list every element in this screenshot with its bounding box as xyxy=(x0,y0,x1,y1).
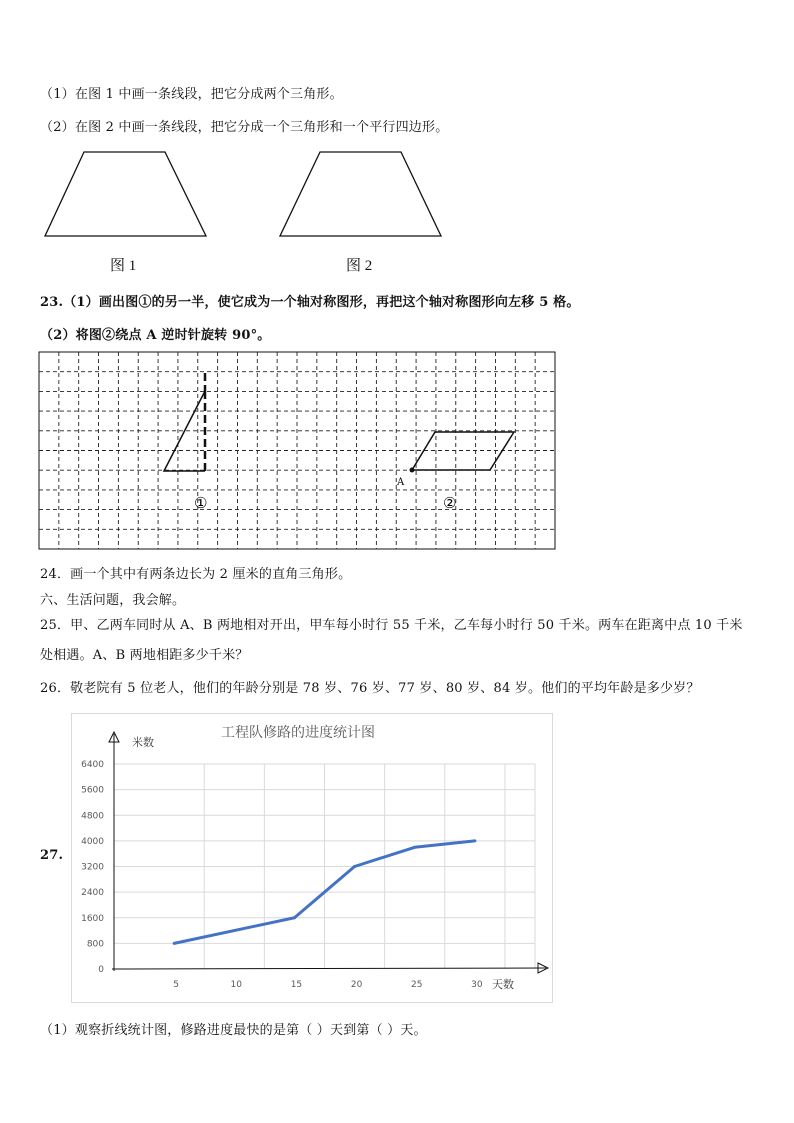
q25-line1: 25．甲、乙两车同时从 A、B 两地相对开出，甲车每小时行 55 千米，乙车每小时行 50 千米。两车在距离中点 10 千米 xyxy=(40,618,743,633)
y-tick-label: 0 xyxy=(98,965,104,975)
y-axis-label: 米数 xyxy=(132,736,154,749)
figure-1-marker: ① xyxy=(194,494,208,512)
y-tick-label: 5600 xyxy=(81,785,104,796)
figure-2-marker: ② xyxy=(443,494,457,512)
figure-1-label: 图 1 xyxy=(110,258,137,274)
section-6-heading: 六、生活问题，我会解。 xyxy=(40,593,186,608)
point-a xyxy=(410,468,415,473)
grid-figure xyxy=(38,351,556,551)
q24-text: 24．画一个其中有两条边长为 2 厘米的直角三角形。 xyxy=(40,567,352,582)
point-a-label: A xyxy=(397,477,405,488)
x-tick-label: 15 xyxy=(290,980,303,990)
data-point xyxy=(293,916,296,919)
line-chart-box xyxy=(71,713,553,1003)
y-tick-label: 1600 xyxy=(81,913,104,924)
x-axis xyxy=(112,968,546,969)
q27-number: 27. xyxy=(40,848,64,863)
data-point xyxy=(353,865,356,868)
y-tick-label: 4000 xyxy=(81,836,104,847)
x-tick-label: 20 xyxy=(350,980,363,990)
q27-question: （1）观察折线统计图，修路进度最快的是第（ ）天到第（ ）天。 xyxy=(40,1023,427,1038)
q25-line2: 处相遇。A、B 两地相距多少千米？ xyxy=(40,648,249,663)
x-axis-label: 天数 xyxy=(492,978,514,991)
q23-part1: 23.（1）画出图①的另一半，使它成为一个轴对称图形，再把这个轴对称图形向左移 5 格。 xyxy=(40,295,580,310)
trapezoid-figure-2 xyxy=(275,148,445,238)
data-point xyxy=(473,839,476,842)
x-tick-label: 25 xyxy=(410,980,423,990)
trapezoid-figure-1 xyxy=(40,148,210,238)
q22-part1: （1）在图 1 中画一条线段，把它分成两个三角形。 xyxy=(40,87,343,102)
y-tick-label: 2400 xyxy=(81,888,104,899)
x-tick-label: 5 xyxy=(173,980,180,990)
y-tick-label: 4800 xyxy=(81,811,104,822)
y-tick-label: 3200 xyxy=(81,862,104,873)
data-point xyxy=(173,942,176,945)
y-tick-label: 800 xyxy=(86,939,104,950)
q26-text: 26．敬老院有 5 位老人，他们的年龄分别是 78 岁、76 岁、77 岁、80 岁、84 岁。他们的平均年龄是多少岁？ xyxy=(40,681,700,696)
figure-2-label: 图 2 xyxy=(346,258,373,274)
x-tick-label: 10 xyxy=(230,980,243,990)
q22-part2: （2）在图 2 中画一条线段，把它分成一个三角形和一个平行四边形。 xyxy=(40,120,449,135)
y-tick-label: 6400 xyxy=(81,760,104,770)
line-chart xyxy=(72,714,552,1002)
data-point xyxy=(413,846,416,849)
q23-part2: （2）将图②绕点 A 逆时针旋转 90°。 xyxy=(40,328,271,343)
chart-title: 工程队修路的进度统计图 xyxy=(221,725,375,741)
x-tick-label: 30 xyxy=(471,980,483,990)
